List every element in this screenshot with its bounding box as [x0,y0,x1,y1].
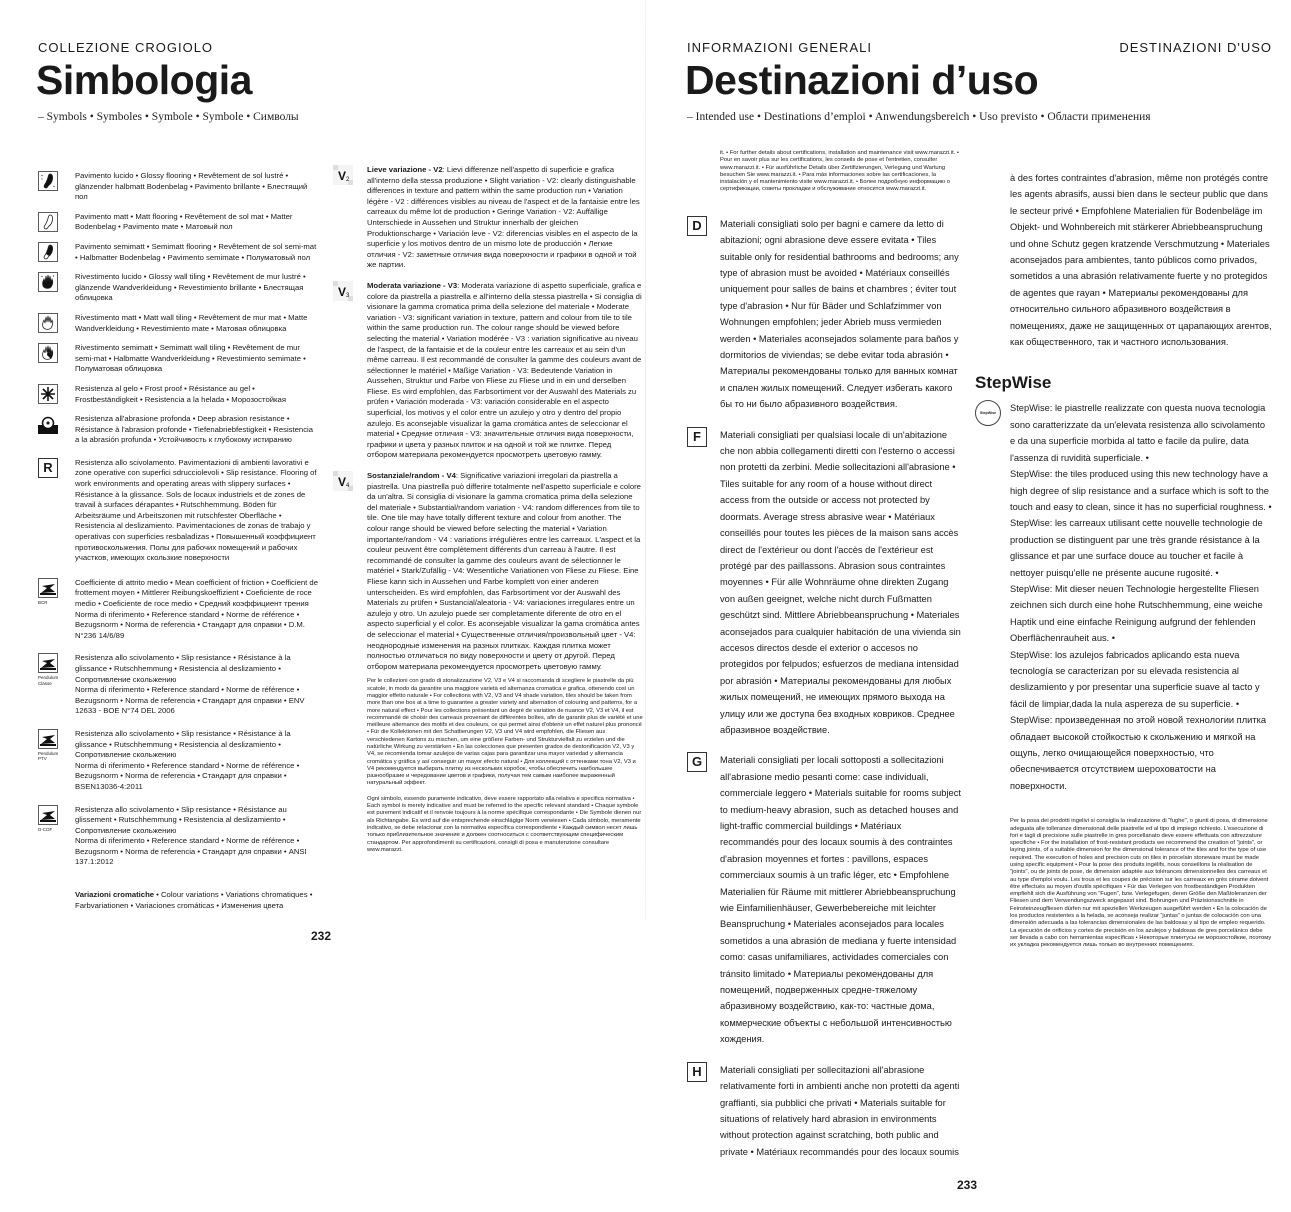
certification-note: it. • For further details about certifications, installation and maintenance visit www.marazzi.it. • Pour en savoir plus sur les certifications, les conseils de pose et l'entretien, consulter www.marazzi.it. • Für ausführliche Details über Zertifizierungen, Verlegung und Wartung besuchen Sie www.marazzi.it. • Para más informaciones sobre las certificaciones, la instalación y el mantenimiento visite www.marazzi.it. • Более подробную информацию о сертификации, советы прокладки и обслуживание относится www.marazzi.it. [720,150,959,193]
symbol-icon-box [38,805,75,833]
stepwise-heading: StepWise [975,373,1052,393]
symbol-standard: Norma di riferimento • Reference standard • Norme de référence • Bezugsnorm • Norma de referencia • Стандарт для справки • BSEN13036-4:2011 [75,760,300,791]
stepwise-logo-box [975,400,1010,426]
symbol-item [38,343,318,375]
slip-r-icon: R [38,458,58,478]
symbol-description [75,805,318,869]
pendulum-classe-icon [38,653,58,673]
symbol-description [75,729,318,793]
symbol-description [75,272,318,304]
variation-text: : Moderata variazione di aspetto superficiale, grafica e colore da piastrella a piastrella e all'interno della stessa piastrella • Si consiglia di visionare la gamma cromatica prima della selezione del materiale • Moderate variation - V3: significant variation in texture, pattern and colour from tile to tile within the same production run. The colour range should be viewed before selecting the material • Variation modérée - V3 : variation significative au niveau de l'aspect, de la fantaisie et de la couleur entre les carreaux et au sein d'un même carreau. Il est recommandé de consulter la gamme des couleurs avant de sélectionner le matériel • Mäßige Variation - V3: Bedeutende Variation in Aussehen, Struktur und Farbe von Fliese zu Fliese und in ein und derselben Fliese. Es wird empfohlen, das Farbsortiment vor der Auswahl des Materials zu prüfen • Variación moderada - V3: variación considerable en el aspecto superficial, los motivos y el color entre un azulejo y otro y dentro del propio azulejo. Es aconsejable visualizar la gama cromática antes de seleccionar el material • Средние отличия - V3: значительные отличия вида поверхности, графики и цвета у разных плиток и на одной и той же плитке. Перед отбором материала рекомендуется просмотреть цветовую гамму. [367,280,642,460]
right-page [687,0,1272,1212]
class-letter: H [687,1062,707,1082]
symbol-text: Rivestimento matt • Matt wall tiling • Revêtement de mur mat • Matte Wandverkleidung • Revestimiento mate • Матовая облицовка [75,312,308,333]
right-page-columns [687,150,1272,1160]
symbols-disclaimer-note: Ogni simbolo, essendo puramente indicativo, deve essere rapportato alla relativa e specifica normativa • Each symbol is merely indicative and must be referred to the specific relevant standard • Chaque symbole est purement indicatif et il renvoie toujours à la norme spécifique correspondante • Die Symbole dienen nur als Richtangabe. Es wird auf die entsprechende einschlägige Norm verwiesen • Cada símbolo, meramente indicativo, se debe relacionar con la normativa específica correspondiente • Каждый символ несет лишь только приблизительное значение и должен соотноситься с соответствующим специфическим стандартом. Per approfondimenti su certificazioni, consigli di posa e manutenzione consultare www.marazzi. [367,795,642,853]
symbol-text: Rivestimento lucido • Glossy wall tiling • Revêtement de mur lustré • glänzende Wandverkleidung • Revestimiento brillante • Блестящая облицовка [75,272,306,303]
variation-description [367,281,643,461]
symbol-text: Rivestimento semimatt • Semimatt wall tiling • Revêtement de mur semi-mat • Halbmatte Wandverkleidung • Revestimiento semimate • Полуматовая облицовка [75,343,306,374]
class-letter: F [687,427,707,447]
variation-icon-box [333,471,367,491]
symbol-text: Coefficiente di attrito medio • Mean coefficient of friction • Coefficient de frottement moyen • Mittlerer Reibungskoeffizient • Coeficiente de roce medio • Coeficiente de roce medio • Средний коэффициент трения Norma di riferimento • Reference standard • Norme de référence • Bezugsnorm • Norma de referencia • Стандарт для справки • D.M. N°236 14/6/89 [75,577,318,640]
svg-text:V: V [338,284,347,299]
section-label: INFORMAZIONI GENERALI [687,40,872,55]
symbols-column [38,150,318,911]
symbol-item [38,805,318,869]
v3-icon [333,281,353,301]
symbol-icon-box [38,653,75,686]
stepwise-paragraph: StepWise: le piastrelle realizzate con questa nuova tecnologia sono caratterizzate da un'elevata resistenza allo scivolamento e da una superficie morbida al tatto e facile da pulire, data l'assenza di ruvidità superficiale. • [1010,403,1266,463]
symbol-item [38,242,318,263]
semimatt-wall-icon [38,343,58,363]
symbol-item [38,729,318,793]
symbol-standard: Norma di riferimento • Reference standard • Norme de référence • Bezugsnorm • Norma de referencia • Стандарт для справки • ENV 12633 - BOE N°74 DEL 2006 [75,685,305,716]
matt-floor-icon [38,212,58,232]
symbol-description [75,414,318,446]
dcof-icon [38,805,58,825]
use-class-item [687,216,962,413]
symbol-icon-box [38,212,75,232]
page-number-left: 232 [311,929,332,944]
symbol-description [75,171,318,203]
symbol-item [38,414,318,446]
svg-text:V: V [338,169,347,183]
symbol-item [38,458,318,564]
deep-abrasion-icon [38,414,58,434]
class-letter: G [687,752,707,772]
symbol-text: Resistenza all'abrasione profonda • Deep abrasion resistance • Résistance à l'abrasion profonde • Tiefenabriebfestigkeit • Resistencia a la abrasión profunda • Устойчивость к глубокому истиранию [75,414,314,445]
variation-description [367,471,643,672]
svg-text:V: V [338,475,347,490]
variation-lead: Moderata variazione - V3 [367,280,458,290]
variation-item [333,281,643,461]
symbol-icon-box [38,272,75,292]
symbol-icon-box [38,242,75,262]
stepwise-paragraph: StepWise: Mit dieser neuen Technologie hergestellte Fliesen zeichnen sich durch eine hohe Rutschhemmung, eine weiche Haptik und eine einfache Reinigung aufgrund der fehlenden Oberflächenrauheit aus. • [1010,583,1263,644]
installation-note: Per la posa dei prodotti ingelivi si consiglia la realizzazione di “fughe”, o giunti di posa, di dimensione adeguata alle tolleranze dimensionali delle piastrelle ed al tipo di impiego richiesto. L'esecuzione di fori e tagli di precisione sulle piastrelle in gres porcellanato deve essere effettuata con attrezzature specifiche • For the installation of frost-resistant products we recommend the creation of “joints”, or laying joints, of a suitable dimension for the dimensional tolerance of the tiles and for the type of use required. The execution of holes and precision cuts on tiles in porcelain stoneware must be made using specific equipment • Pour la pose des produits ingélifs, nous conseillons la réalisation de “joints”, ou de joints de pose, de dimension adaptée aux tolérances dimensionnelles des carreaux et au type d'emploi voulu. Les trous et les coupes de précision sur les carreaux en grès cérame doivent être effectués au moyen d'outils spécifiques • Für das Verlegen von frostbeständigen Produkten empfiehlt sich die Ausführung von “Fugen”, bzw. Verlegefugen, deren Größe den Maßtoleranzen der Fliesen und dem Verwendungszweck angepasst sind. Bohrungen und Präzisionsschnitte in Feinsteinzeugfliesen dürfen nur mit speziellen Werkzeugen ausgeführt werden • En la colocación de los productos resistentes a la helada, se aconseja realizar “juntas” o juntas de colocación con una dimensión adecuada a las tolerancias dimensionales de las baldosas y al tipo de empleo requerido. La ejecución de orificios y cortes de precisión en los azulejos y baldosas de gres porcelánico debe ser llevada a cabo con herramientas específicas • Некоторые плинтусы не морозостойкие, поэтому их укладка рекомендуется лишь только во внутренних помещениях. [1010,818,1272,949]
use-class-item [687,427,962,739]
symbol-caption: Pendulum Classe [38,675,59,686]
symbol-icon-box [38,384,75,404]
symbol-text: Resistenza allo scivolamento. Pavimentazioni di ambienti lavorativi e zone operative con superfici sdrucciolevoli • Slip resistance. Flooring of work environments and operating areas with slippery surfaces • Résistance à la glissance. Sols de locaux industriels et de zones de travail à surfaces dérapantes • Rutschhemmung. Böden für Arbeitsräume und Arbeitszonen mit rutschfester Oberfläche • Resistencia al deslizamiento. Pavimentaciones de zonas de trabajo y operativas con superficies resbaladizas • Повышенный коэффициент противоскольжения. Полы для рабочих помещений и рабочих участков, имеющих скользкие поверхности [75,457,317,563]
use-class-text: Materiali consigliati per sollecitazioni all'abrasione relativamente forti in ambienti anche non protetti da agenti graffianti, sia pubblici che privati • Materials suitable for situations of relatively hard abrasion in environments without protection against scratching, both public and private • Matériaux recommandés pour des locaux soumis [720,1064,960,1157]
variation-icon-box [333,165,367,185]
glossy-floor-icon [38,171,58,191]
svg-text:2: 2 [346,177,350,183]
symbol-icon-box [38,171,75,191]
stepwise-description [1010,400,1272,794]
page-title: Simbologia [36,57,252,103]
v2-icon [333,165,353,185]
colour-variations-text: • Colour variations • Variations chromatiques • Farbvariationen • Variaciones cromáticas • Изменения цвета [75,890,313,910]
symbol-icon-box [38,343,75,363]
semimatt-floor-icon [38,242,58,262]
svg-text:3: 3 [346,292,350,299]
symbol-description [75,384,318,405]
symbol-text: Resistenza allo scivolamento • Slip resistance • Résistance à la glissance • Rutschhemmung • Resistencia al deslizamiento • Сопротивление скольжению [75,728,291,760]
symbol-icon-box [38,578,75,606]
symbol-text: Pavimento matt • Matt flooring • Revêtement de sol mat • Matter Bodenbelag • Pavimento mate • Матовый пол [75,211,293,232]
class-f-icon [687,427,720,447]
symbol-text: Resistenza allo scivolamento • Slip resistance • Résistance à la glissance • Rutschhemmung • Resistencia al deslizamiento • Сопротивление скольжению [75,653,291,684]
collection-label: COLLEZIONE CROGIOLO [38,40,214,55]
variation-text: : Lievi differenze nell'aspetto di superficie e grafica all'interno della stessa produzione • Slight variation - V2: clearly distinguishable differences in texture and pattern within the same production run • Variation légère - V2 : différences visibles au niveau de l'aspect et de la fantaisie entre les carreaux du même lot de production • Geringe Variation - V2: Auffällige Unterschiede in Aussehen und Struktur innerhalb der gleichen Produktionscharge • Variación leve - V2: diferencias visibles en el aspecto de la superficie y los motivos dentro de un mismo lote de producción • Легкие отличия - V2: заметные отличия вида поверхности и графики в одной и той же партии. [367,165,640,270]
stepwise-column [975,150,1272,950]
stepwise-paragraph: StepWise: the tiles produced using this new technology have a high degree of slip resistance and a surface which is soft to the touch and easy to clean, since it has no superficial roughness. • [1010,469,1272,512]
symbol-text: Pavimento lucido • Glossy flooring • Revêtement de sol lustré • glänzender halbmatt Bodenbelag • Pavimento brillante • Блестящий пол [75,171,308,202]
subsection-label: DESTINAZIONI D'USO [1119,40,1272,55]
page-title: Destinazioni d’uso [685,57,1039,103]
class-h-continued: à des fortes contraintes d'abrasion, même non protégés contre les agents abrasifs, aussi bien dans le secteur public que dans le secteur privé • Empfohlene Materialien für Bodenbeläge im Objekt- und Wohnbereich mit stärkerer Abriebbeanspruchung und ohne Schutz gegen kratzende Verschmutzung • Materiales aconsejados para ambientes, tanto públicos como privados, sometidos a una abrasión relativamente fuerte y no protegidos de agentes que rayan • Материалы рекомендованы для относительно сильного абразивного воздействия в помещениях, даже не защищенных от царапающих агентов, как общественного, так и частного использования. [1010,173,1272,348]
symbol-item [38,171,318,203]
symbol-caption: D-COF [38,826,53,832]
variation-item [333,471,643,672]
shade-variation-note: Per le collezioni con grado di stonalizzazione V2, V3 e V4 si raccomanda di scegliere le piastrelle da più scatole, in modo da garantire una maggiore varietà ed alternanza cromatica e grafica, ottenendo così un maggior effetto naturale • For collections with V2, V3 and V4 shade variation, tiles should be taken from more than one box at a time to guarantee a greater variety and alternation of colouring and patterns, for a more natural effect • Pour les collections présentant un degré de variation de nuance V2, V3 et V4, il est recommandé de choisir des carreaux provenant de différentes boîtes, afin de garantir plus de variété et une meilleure alternance des motifs et des couleurs, ce qui permet ainsi d'obtenir un effet naturel plus prononcé • Für die Kollektionen mit den Schattierungen V2, V3 und V4 wird empfohlen, die Fliesen aus verschiedenen Kartons zu mischen, um eine größere Farben- und Strukturvielfalt zu erzielen und die natürliche Wirkung zu verstärken • En las colecciones que presenten grados de destonificación V2, V3 y V4, se recomienda tomar azulejos de varias cajas para garantizar una mayor variedad y alternancia cromática y gráfica y así conseguir un mayor efecto natural • Для коллекций с оттенками тона V2, V3 и V4 рекомендуется выбирать плитку из нескольких коробок, чтобы обеспечить наибольшее разнообразие и чередование цветов и графики, получая тем самым наиболее выраженный натуральный эффект. [367,678,643,787]
symbol-item [38,578,318,642]
variation-lead: Lieve variazione - V2 [367,165,443,174]
stepwise-paragraph: StepWise: произведенная по этой новой технологии плитка обладает высокой стойкостью к скольжению и мягкой на ощупь, легко очищающейся поверхностью, что обеспечивается отсутствием шероховатости на поверхности. [1010,715,1267,791]
symbol-text: Resistenza allo scivolamento • Slip resistance • Résistance au glissement • Rutschhemmung • Resistencia al deslizamiento • Сопротивление скольжению [75,804,287,835]
symbol-item [38,653,318,717]
page-subtitle: – Symbols • Symboles • Symbole • Symbole • Символы [38,111,299,123]
variation-icon-box [333,281,367,301]
use-class-text: Materiali consigliati solo per bagni e camere da letto di abitazioni; ogni abrasione deve essere evitata • Tiles suitable only for residential bathrooms and bedrooms; any type of abrasion must be avoided • Matériaux conseillés uniquement pour salles de bains et chambres ; éviter tout type d'abrasion • Nur für Bäder und Schlafzimmer von Wohnungen empfohlen; jeder Abrieb muss vermieden werden • Materiales aconsejados solamente para baños y dormitorios de viviendas; se debe evitar toda abrasión • Материалы рекомендованы только для ванных комнат и спален жилых помещений. Следует избегать какого бы то ни было абразивного воздействия. [720,218,959,410]
symbol-icon-box [38,729,75,762]
glossy-wall-icon [38,272,58,292]
symbol-icon-box [38,414,75,434]
variations-column [333,150,643,854]
use-class-item [687,752,962,1047]
symbol-description [75,578,318,642]
symbol-item [38,313,318,334]
symbol-caption: Pendulum PTV [38,750,59,762]
class-letter: D [687,216,707,236]
matt-wall-icon [38,313,58,333]
use-class-text: Materiali consigliati per locali sottoposti a sollecitazioni all'abrasione medio pesanti come: case individuali, commerciale leggero • Materials suitable for rooms subject to medium-heavy abrasion, such as detached houses and light-traffic commercial buildings • Matériaux recommandés pour des locaux soumis à des contraintes d'abrasion moyennes et fortes : pavillons, espaces commerciaux soumis à un trafic léger, etc • Empfohlene Materialien für Räume mit mittlerer Abriebbeanspruchung wie Einfamilienhäuser, Gewerbebereiche mit leichter Beanspruchung • Materiales aconsejados para locales sometidos a una abrasión de mediana y fuerte intensidad como: casas unifamiliares, actividades comerciales con tránsito limitado • Материалы рекомендованы для помещений, подверженных средне-тяжелому абразивному воздействию, как-то: частные дома, коммерческие объекты с небольшой интенсивностью хождения. [720,755,961,1045]
colour-variations-heading [38,890,318,911]
symbol-icon-box [38,458,75,478]
symbol-description [75,313,318,334]
variation-description [367,165,643,271]
left-page-columns [38,150,643,911]
symbol-description [75,458,318,564]
uses-column [687,150,962,1160]
v4-icon [333,471,353,491]
symbol-item [38,212,318,233]
symbol-text: Pavimento semimatt • Semimatt flooring • Revêtement de sol semi-mat • Halbmatter Bodenbelag • Pavimento semimate • Полуматовый пол [75,241,317,262]
symbol-description [75,242,318,263]
stepwise-paragraph: StepWise: les carreaux utilisant cette nouvelle technologie de production se distinguent par une très grande résistance à la glissance et par une surface douce au toucher et facile à nettoyer puisqu'elle ne présente aucune rugosité. • [1010,518,1263,578]
symbol-caption: BCR [38,599,48,605]
right-page-header [687,0,1272,150]
frost-proof-icon [38,384,58,404]
variation-item [333,165,643,271]
symbol-item [38,384,318,405]
use-class-item [687,1062,962,1160]
symbol-text: Resistenza al gelo • Frost proof • Résistance au gel • Frostbeständigkeit • Resistencia a la helada • Морозостойкая [75,383,286,404]
variation-lead: Sostanziale/random - V4 [367,471,456,481]
symbol-item [38,272,318,304]
symbol-icon-box [38,313,75,333]
class-h-icon [687,1062,720,1082]
symbol-description [75,343,318,375]
symbol-description [75,653,318,717]
class-d-icon [687,216,720,236]
symbol-standard: Norma di riferimento • Reference standard • Norme de référence • Bezugsnorm • Norma de referencia • Стандарт для справки • ANSI 137.1:2012 [75,836,307,867]
symbol-description [75,212,318,233]
class-g-icon [687,752,720,772]
page-spine [645,0,646,920]
left-page [38,0,643,963]
svg-text:4: 4 [346,483,350,490]
pendulum-ptv-icon [38,729,58,749]
stepwise-paragraph: StepWise: los azulejos fabricados aplicando esta nueva tecnología se caracterizan por su elevada resistencia al deslizamiento y por presentar una superficie suave al tacto y fácil de limpiar,dada la nula aspereza de su superficie. • [1010,649,1260,709]
left-page-header [38,0,643,150]
use-class-text: Materiali consigliati per qualsiasi locale di un'abitazione che non abbia collegamenti diretti con l'esterno o accessi non protetti da zerbini. Medie sollecitazioni all'abrasione • Tiles suitable for any room of a house without direct access from the outside or access not protected by doormats. Average stress abrasive wear • Matériaux conseillés pour toutes les pièces de la maison sans accès direct de l'extérieur ou dont l'accès de l'extérieur est protégé par des paillassons. Abrasion sous contraintes moyennes • Für alle Wohnräume ohne direkten Zugang von außen geeignet, welche nicht durch Fußmatten geschützt sind. Mittlere Abriebbeanspruchung • Materiales aconsejados para cualquier habitación de una vivienda sin accesos directos desde el exterior o accesos no protegidos por felpudos; esfuerzos de mediana intensidad por abrasión • Материалы рекомендованы для любых жилых помещений, не имеющих прямого выхода на улицу или же доступа без входных ковриков. Среднее абразивное воздействие. [720,429,961,735]
stepwise-logo-text: StepWise [979,411,997,416]
stepwise-item [975,400,1272,794]
colour-variations-lead: Variazioni cromatiche [75,890,155,900]
page-subtitle: – Intended use • Destinations d’emploi • Anwendungsbereich • Uso previsto • Области применения [687,111,1151,123]
stepwise-logo-icon [975,400,1001,426]
page-number-right: 233 [957,1178,978,1193]
variation-text: : Significative variazioni irregolari da piastrella a piastrella. Una piastrella può differire totalmente nell'aspetto superficiale e colore da un'altra. Si consiglia di visionare la gamma cromatica prima della selezione del materiale • Substantial/random variation - V4: random differences from tile to tile. One tile may have totally different texture and colour from another. The colour range should be viewed before selecting the material • Variation importante/random - V4 : variations irrégulières entre les carreaux. L'aspect et la couleur peuvent être complètement différents d'un carreau à l'autre. Il est recommandé de consulter la gamme des couleurs avant de sélectionner le matériel • Stark/Zufällig - V4: Wesentliche Variationen von Fliese zu Fliese. Eine Fliese kann sich in Aussehen und Farbe komplett von einer anderen unterscheiden. Es wird empfohlen, das Farbsortiment vor der Auswahl des Materials zu prüfen • Sustancial/aleatoria - V4: variaciones irregulares entre un azulejo y otro. Un azulejo puede ser completamente diferente de otro en el aspecto superficial y el color. Es aconsejable visualizar la gama cromática antes de seleccionar el material • Существенные отличия/произвольный цвет - V4: неоднородные изменения на разных плитках. Каждая плитка может полностью отличаться по виду поверхности и цвету от другой. Перед отбором материала рекомендуется просмотреть цветовую гамму. [367,471,641,671]
bcr-friction-icon [38,578,58,598]
